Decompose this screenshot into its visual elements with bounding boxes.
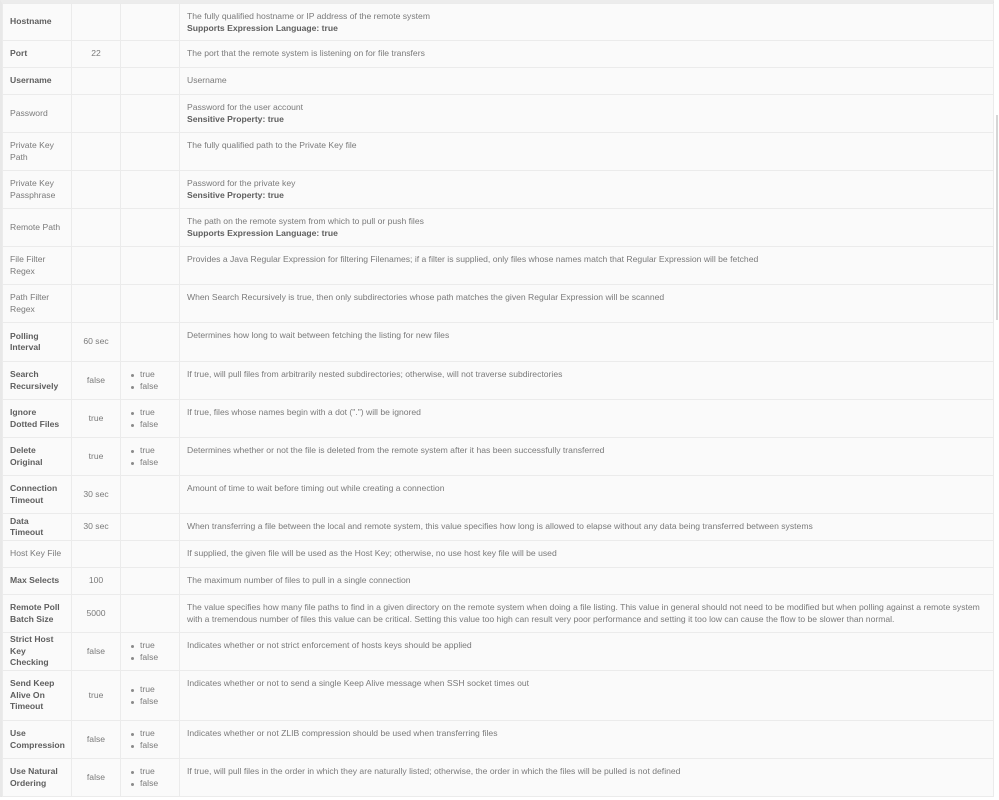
allowed-values-list <box>130 445 172 468</box>
property-description-text: Determines how long to wait between fetching the listing for new files <box>187 330 450 340</box>
property-description-note: Sensitive Property: true <box>187 113 284 124</box>
vertical-scrollbar[interactable] <box>996 115 998 320</box>
allowed-values-list <box>130 684 172 707</box>
property-description-note: Sensitive Property: true <box>187 189 284 200</box>
property-description <box>180 95 994 133</box>
allowed-values-list <box>130 640 172 663</box>
property-default-value <box>72 171 121 209</box>
property-description <box>180 400 994 438</box>
property-default-value: false <box>72 633 121 671</box>
allowed-value-item: true <box>130 766 172 778</box>
property-name: Port <box>3 41 72 68</box>
property-default-value: true <box>72 438 121 476</box>
property-default-value <box>72 4 121 41</box>
property-row <box>3 323 994 362</box>
property-row <box>3 41 994 68</box>
property-allowed-values <box>121 721 180 759</box>
property-allowed-values <box>121 41 180 68</box>
property-description-text: If supplied, the given file will be used as the Host Key; otherwise, no use host key file will be used <box>187 548 557 558</box>
property-default-value: 30 sec <box>72 476 121 514</box>
property-name: Send Keep Alive On Timeout <box>3 671 72 721</box>
property-description-text: Indicates whether or not strict enforcement of hosts keys should be applied <box>187 640 472 650</box>
allowed-value-item: false <box>130 778 172 790</box>
property-name: Connection Timeout <box>3 476 72 514</box>
properties-table <box>2 3 994 797</box>
property-allowed-values <box>121 68 180 95</box>
property-name: Hostname <box>3 4 72 41</box>
property-description <box>180 633 994 671</box>
property-allowed-values <box>121 514 180 541</box>
property-description-note: Supports Expression Language: true <box>187 227 338 238</box>
property-description <box>180 671 994 721</box>
property-default-value: false <box>72 759 121 797</box>
property-row <box>3 595 994 633</box>
property-description <box>180 247 994 285</box>
property-row <box>3 633 994 671</box>
property-description-text: Password for the private key <box>187 178 296 188</box>
property-default-value: 30 sec <box>72 514 121 541</box>
property-description-text: The fully qualified hostname or IP address of the remote system <box>187 11 430 21</box>
property-allowed-values <box>121 4 180 41</box>
property-name: Data Timeout <box>3 514 72 541</box>
allowed-value-item: false <box>130 740 172 752</box>
property-name: Strict Host Key Checking <box>3 633 72 671</box>
property-row <box>3 721 994 759</box>
property-default-value <box>72 209 121 247</box>
property-description-text: Indicates whether or not ZLIB compression should be used when transferring files <box>187 728 498 738</box>
property-description-text: Indicates whether or not to send a single Keep Alive message when SSH socket times out <box>187 678 530 688</box>
property-default-value: 5000 <box>72 595 121 633</box>
property-default-value <box>72 68 121 95</box>
property-description <box>180 721 994 759</box>
property-default-value: 100 <box>72 568 121 595</box>
property-allowed-values <box>121 541 180 568</box>
property-allowed-values <box>121 400 180 438</box>
property-allowed-values <box>121 595 180 633</box>
properties-table-body <box>3 4 994 797</box>
property-description <box>180 476 994 514</box>
property-description <box>180 514 994 541</box>
property-row <box>3 568 994 595</box>
property-description-note: Supports Expression Language: true <box>187 22 338 33</box>
property-description <box>180 41 994 68</box>
property-description <box>180 133 994 171</box>
allowed-value-item: false <box>130 696 172 708</box>
property-allowed-values <box>121 476 180 514</box>
property-name: Delete Original <box>3 438 72 476</box>
property-default-value <box>72 541 121 568</box>
property-name: Host Key File <box>3 541 72 568</box>
property-description <box>180 323 994 362</box>
allowed-value-item: true <box>130 684 172 696</box>
property-row <box>3 285 994 323</box>
property-description <box>180 68 994 95</box>
allowed-values-list <box>130 369 172 392</box>
allowed-value-item: true <box>130 728 172 740</box>
property-allowed-values <box>121 323 180 362</box>
property-description-text: The maximum number of files to pull in a single connection <box>187 575 411 585</box>
property-default-value <box>72 133 121 171</box>
property-allowed-values <box>121 671 180 721</box>
property-name: Username <box>3 68 72 95</box>
property-name: Max Selects <box>3 568 72 595</box>
property-allowed-values <box>121 247 180 285</box>
property-description-text: The path on the remote system from which to pull or push files <box>187 216 424 226</box>
property-description <box>180 285 994 323</box>
property-name: Search Recursively <box>3 362 72 400</box>
property-description-text: Amount of time to wait before timing out while creating a connection <box>187 483 445 493</box>
property-allowed-values <box>121 171 180 209</box>
property-description-text: Determines whether or not the file is deleted from the remote system after it has been successfully transferred <box>187 445 605 455</box>
property-description-text: When Search Recursively is true, then only subdirectories whose path matches the given Regular Expression will be scanned <box>187 292 665 302</box>
property-description-text: If true, will pull files in the order in which they are naturally listed; otherwise, the order in which the files will be pulled is not defined <box>187 766 681 776</box>
property-description <box>180 171 994 209</box>
property-allowed-values <box>121 362 180 400</box>
property-description-text: The fully qualified path to the Private Key file <box>187 140 357 150</box>
property-name: Use Compression <box>3 721 72 759</box>
property-name: Use Natural Ordering <box>3 759 72 797</box>
property-description <box>180 595 994 633</box>
property-default-value: 60 sec <box>72 323 121 362</box>
property-name: Path Filter Regex <box>3 285 72 323</box>
property-row <box>3 514 994 541</box>
property-allowed-values <box>121 759 180 797</box>
property-allowed-values <box>121 438 180 476</box>
property-default-value <box>72 95 121 133</box>
property-row <box>3 476 994 514</box>
allowed-values-list <box>130 407 172 430</box>
property-default-value: true <box>72 400 121 438</box>
property-default-value <box>72 247 121 285</box>
property-row <box>3 68 994 95</box>
allowed-value-item: false <box>130 381 172 393</box>
property-default-value: false <box>72 362 121 400</box>
property-row <box>3 133 994 171</box>
property-row <box>3 759 994 797</box>
property-description <box>180 438 994 476</box>
property-row <box>3 362 994 400</box>
property-description <box>180 209 994 247</box>
property-name: Private Key Path <box>3 133 72 171</box>
allowed-value-item: true <box>130 369 172 381</box>
property-description-text: The port that the remote system is listening on for file transfers <box>187 48 425 58</box>
property-allowed-values <box>121 285 180 323</box>
property-description <box>180 541 994 568</box>
property-description-text: When transferring a file between the local and remote system, this value specifies how long is allowed to elapse without any data being transferred between systems <box>187 521 813 531</box>
property-default-value: 22 <box>72 41 121 68</box>
property-name: Password <box>3 95 72 133</box>
allowed-values-list <box>130 728 172 751</box>
property-name: Ignore Dotted Files <box>3 400 72 438</box>
property-default-value: false <box>72 721 121 759</box>
allowed-value-item: false <box>130 419 172 431</box>
property-allowed-values <box>121 568 180 595</box>
property-allowed-values <box>121 633 180 671</box>
property-allowed-values <box>121 95 180 133</box>
allowed-value-item: false <box>130 457 172 469</box>
property-description-text: If true, files whose names begin with a dot (".") will be ignored <box>187 407 421 417</box>
property-description-text: Username <box>187 75 227 85</box>
allowed-value-item: true <box>130 407 172 419</box>
property-name: Remote Path <box>3 209 72 247</box>
property-description <box>180 4 994 41</box>
property-name: File Filter Regex <box>3 247 72 285</box>
allowed-value-item: false <box>130 652 172 664</box>
property-description-text: Provides a Java Regular Expression for filtering Filenames; if a filter is supplied, only files whose names match that Regular Expression will be fetched <box>187 254 759 264</box>
property-row <box>3 438 994 476</box>
allowed-values-list <box>130 766 172 789</box>
property-row <box>3 4 994 41</box>
property-default-value <box>72 285 121 323</box>
property-name: Private Key Passphrase <box>3 171 72 209</box>
property-description-text: Password for the user account <box>187 102 304 112</box>
allowed-value-item: true <box>130 640 172 652</box>
property-row <box>3 247 994 285</box>
allowed-value-item: true <box>130 445 172 457</box>
property-description-text: If true, will pull files from arbitrarily nested subdirectories; otherwise, will not traverse subdirectories <box>187 369 563 379</box>
property-description <box>180 568 994 595</box>
property-row <box>3 400 994 438</box>
property-description <box>180 362 994 400</box>
property-description-text: The value specifies how many file paths to find in a given directory on the remote system when doing a file listing. This value in general should not need to be modified but when polling against a remote system with a tremendous number of files this value can be critical. Setting this value too high can result very poor performance and setting it too low can cause the flow to be slower than normal. <box>187 602 980 624</box>
property-allowed-values <box>121 133 180 171</box>
property-description <box>180 759 994 797</box>
property-row <box>3 209 994 247</box>
property-name: Polling Interval <box>3 323 72 362</box>
property-default-value: true <box>72 671 121 721</box>
property-name: Remote Poll Batch Size <box>3 595 72 633</box>
property-row <box>3 671 994 721</box>
property-row <box>3 95 994 133</box>
property-row <box>3 171 994 209</box>
property-row <box>3 541 994 568</box>
property-allowed-values <box>121 209 180 247</box>
